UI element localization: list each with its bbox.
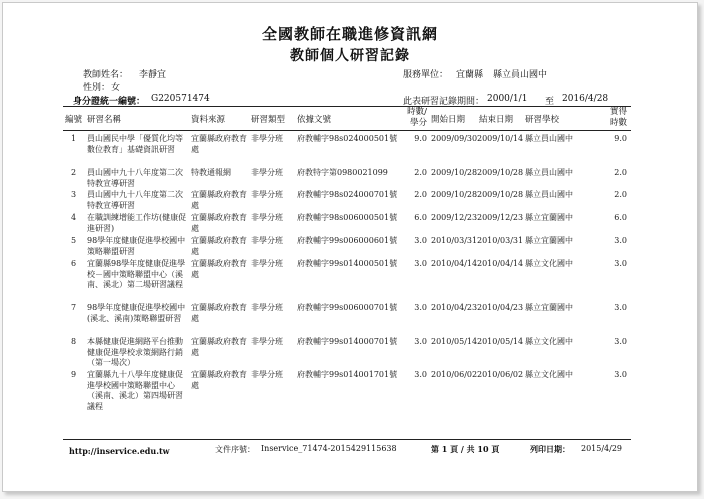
cell-end: 2009/10/28 <box>477 168 524 177</box>
cell-no: 6 <box>71 259 77 268</box>
cell-no: 5 <box>71 236 77 245</box>
cell-end: 2009/12/23 <box>477 213 524 222</box>
period-start: 2000/1/1 <box>487 94 528 104</box>
cell-school: 縣立文化國中 <box>525 337 573 346</box>
col-header-doc: 依據文號 <box>297 115 332 125</box>
cell-hours: 3.0 <box>414 337 427 346</box>
col-header-no: 編號 <box>65 115 83 125</box>
cell-no: 2 <box>71 168 77 177</box>
cell-name: 員山國中九十八年度第二次特教宣導研習 <box>87 190 183 210</box>
cell-doc: 府教輔字98s024000501號 <box>297 134 398 143</box>
cell-actual: 3.0 <box>614 303 627 312</box>
cell-type: 非學分班 <box>251 236 283 245</box>
cell-hours: 3.0 <box>414 303 427 312</box>
gender-label: 性別： <box>83 83 111 93</box>
cell-actual: 2.0 <box>614 168 627 177</box>
cell-school: 縣立員山國中 <box>525 168 573 177</box>
cell-name: 98學年度健康促進學校國中策略聯盟研習 <box>87 236 186 256</box>
cell-name: 宜蘭縣九十八學年度健康促進學校國中策略聯盟中心（溪南、溪北）第四場研習議程 <box>87 370 183 411</box>
id-number: G220571474 <box>151 94 210 104</box>
cell-hours: 2.0 <box>414 190 427 199</box>
cell-actual: 3.0 <box>614 337 627 346</box>
cell-hours: 3.0 <box>414 370 427 379</box>
col-header-type: 研習類型 <box>251 115 286 125</box>
document-subtitle: 教師個人研習記錄 <box>290 48 410 64</box>
table-header-rule <box>63 130 631 131</box>
col-header-start: 開始日期 <box>431 115 466 125</box>
cell-start: 2010/06/02 <box>431 370 478 379</box>
document-title: 全國教師在職進修資訊網 <box>261 25 438 43</box>
cell-end: 2009/10/28 <box>477 190 524 199</box>
cell-no: 3 <box>71 190 77 199</box>
cell-name: 員山國中九十八年度第二次特教宣導研習 <box>87 168 183 188</box>
cell-actual: 3.0 <box>614 236 627 245</box>
cell-hours: 2.0 <box>414 168 427 177</box>
cell-end: 2010/03/31 <box>477 236 524 245</box>
cell-type: 非學分班 <box>251 190 283 199</box>
cell-school: 縣立宜蘭國中 <box>525 213 573 222</box>
cell-school: 縣立員山國中 <box>525 190 573 199</box>
unit-label: 服務單位： <box>403 70 449 80</box>
cell-name: 本縣健康促進網路平台推動健康促進學校求策網路行銷（第一場次） <box>87 337 183 367</box>
cell-no: 8 <box>71 337 77 346</box>
cell-doc: 府教輔字98s006000501號 <box>297 213 398 222</box>
cell-start: 2009/09/30 <box>431 134 478 143</box>
period-to: 至 <box>545 97 555 107</box>
gender-value: 女 <box>111 83 121 93</box>
cell-type: 非學分班 <box>251 337 283 346</box>
cell-type: 非學分班 <box>251 168 283 177</box>
col-header-name: 研習名稱 <box>87 115 122 125</box>
cell-start: 2009/12/23 <box>431 213 478 222</box>
print-date: 2015/4/29 <box>581 444 623 453</box>
cell-start: 2009/10/28 <box>431 168 478 177</box>
doc-number-label: 文件序號： <box>215 445 255 454</box>
print-date-label: 列印日期： <box>530 444 570 454</box>
cell-no: 7 <box>71 303 77 312</box>
teacher-name: 李靜宜 <box>139 70 167 80</box>
cell-school: 縣立文化國中 <box>525 259 573 268</box>
cell-doc: 府教輔字99s006000701號 <box>297 303 398 312</box>
cell-source: 特教通報網 <box>191 168 231 177</box>
cell-type: 非學分班 <box>251 134 283 143</box>
cell-school: 縣立宜蘭國中 <box>525 303 573 312</box>
cell-doc: 府教輔字98s024000701號 <box>297 190 398 199</box>
cell-source: 宜蘭縣政府教育處 <box>191 337 247 357</box>
document-page <box>2 2 698 492</box>
cell-doc: 府教特字第0980021099 <box>297 168 388 177</box>
cell-type: 非學分班 <box>251 370 283 379</box>
cell-actual: 3.0 <box>614 370 627 379</box>
period-end: 2016/4/28 <box>562 94 609 104</box>
cell-source: 宜蘭縣政府教育處 <box>191 190 247 210</box>
cell-start: 2010/03/31 <box>431 236 478 245</box>
cell-source: 宜蘭縣政府教育處 <box>191 134 247 154</box>
cell-hours: 3.0 <box>414 259 427 268</box>
cell-no: 1 <box>71 134 77 143</box>
doc-number: Inservice_71474-2015429115638 <box>261 444 397 453</box>
cell-hours: 6.0 <box>414 213 427 222</box>
footer-rule <box>63 439 631 440</box>
cell-no: 9 <box>71 370 77 379</box>
cell-no: 4 <box>71 213 77 222</box>
col-header-hours-1: 時數/ <box>407 107 427 117</box>
cell-actual: 6.0 <box>614 213 627 222</box>
cell-end: 2009/10/14 <box>477 134 524 143</box>
cell-source: 宜蘭縣政府教育處 <box>191 303 247 323</box>
col-header-source: 資料來源 <box>191 115 226 125</box>
cell-start: 2010/05/14 <box>431 337 478 346</box>
cell-source: 宜蘭縣政府教育處 <box>191 213 247 233</box>
cell-name: 宜蘭縣98學年度健康促進學校－國中策略聯盟中心（溪南、溪北）第二場研習議程 <box>87 259 186 289</box>
cell-end: 2010/04/14 <box>477 259 524 268</box>
cell-school: 縣立員山國中 <box>525 134 573 143</box>
cell-type: 非學分班 <box>251 213 283 222</box>
col-header-actual-1: 實得 <box>609 107 627 117</box>
cell-actual: 9.0 <box>614 134 627 143</box>
cell-actual: 3.0 <box>614 259 627 268</box>
col-header-hours-2: 學分 <box>409 118 427 128</box>
cell-start: 2010/04/23 <box>431 303 478 312</box>
cell-end: 2010/04/23 <box>477 303 524 312</box>
cell-school: 縣立宜蘭國中 <box>525 236 573 245</box>
cell-school: 縣立文化國中 <box>525 370 573 379</box>
page-info: 第 1 頁 / 共 10 頁 <box>431 444 500 454</box>
cell-name: 員山國民中學「優質化均等數位教育」基礎資訊研習 <box>87 134 183 154</box>
col-header-end: 結束日期 <box>479 115 514 125</box>
cell-source: 宜蘭縣政府教育處 <box>191 236 247 256</box>
cell-end: 2010/06/02 <box>477 370 524 379</box>
footer-url-link[interactable]: http://inservice.edu.tw <box>69 446 170 456</box>
cell-name: 在職訓練增能工作坊(健康促進研習) <box>87 213 187 233</box>
cell-doc: 府教輔字99s014000701號 <box>297 337 398 346</box>
cell-name: 98學年度健康促進學校國中(溪北、溪南)策略聯盟研習 <box>87 303 186 323</box>
id-label: 身分證統一編號： <box>73 97 146 107</box>
unit-school: 縣立員山國中 <box>493 70 548 80</box>
period-label: 此表研習記錄期間： <box>403 97 485 107</box>
cell-start: 2010/04/14 <box>431 259 478 268</box>
cell-doc: 府教輔字99s014001701號 <box>297 370 398 379</box>
cell-actual: 2.0 <box>614 190 627 199</box>
col-header-actual-2: 時數 <box>609 118 627 128</box>
cell-source: 宜蘭縣政府教育處 <box>191 259 247 279</box>
cell-hours: 3.0 <box>414 236 427 245</box>
name-label: 教師姓名： <box>83 70 129 80</box>
col-header-school: 研習學校 <box>525 115 560 125</box>
unit-county: 宜蘭縣 <box>456 70 484 80</box>
cell-end: 2010/05/14 <box>477 337 524 346</box>
cell-type: 非學分班 <box>251 259 283 268</box>
cell-doc: 府教輔字99s014000501號 <box>297 259 398 268</box>
cell-start: 2009/10/28 <box>431 190 478 199</box>
cell-source: 宜蘭縣政府教育處 <box>191 370 247 390</box>
cell-type: 非學分班 <box>251 303 283 312</box>
cell-hours: 9.0 <box>414 134 427 143</box>
table-top-rule <box>63 106 631 107</box>
cell-doc: 府教輔字99s006000601號 <box>297 236 398 245</box>
